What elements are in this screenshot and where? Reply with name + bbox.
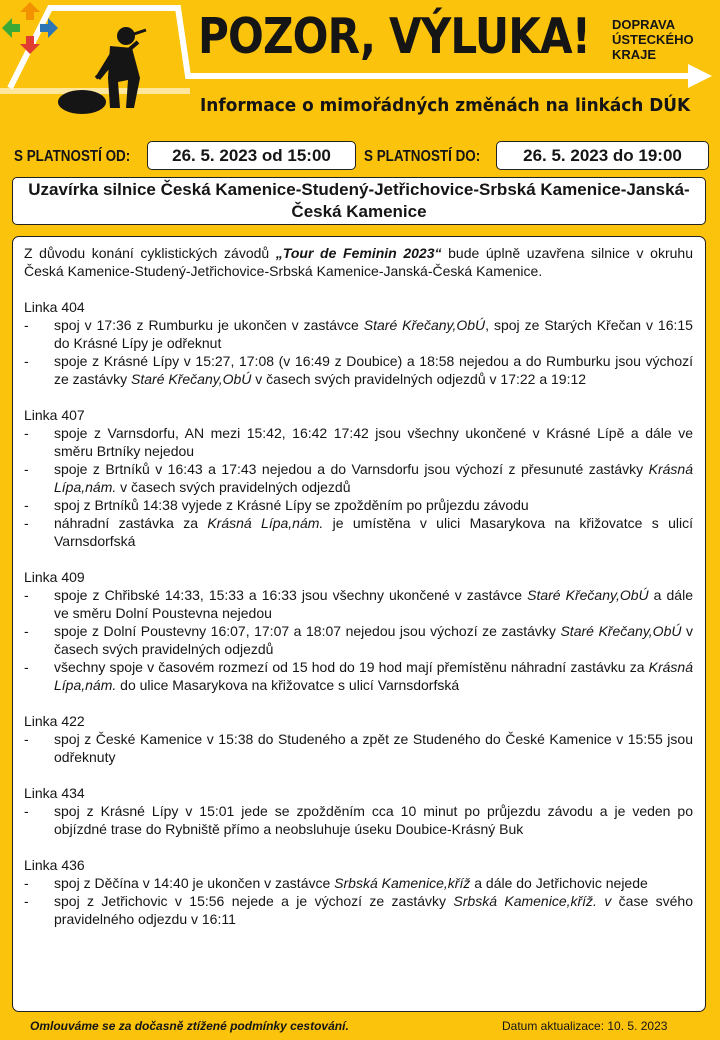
stop-name: Srbská Kamenice,kříž. v: [453, 893, 612, 909]
page-title: POZOR, VÝLUKA!: [198, 8, 591, 65]
bullet-dash: -: [24, 623, 29, 639]
bullet-dash: -: [24, 317, 29, 333]
list-item: [24, 658, 693, 694]
line-section: [24, 712, 693, 766]
list-item: [24, 496, 693, 514]
bullet-dash: -: [24, 587, 29, 603]
line-label: Linka 422: [24, 713, 85, 729]
footer-apology: Omlouváme se za dočasně ztížené podmínky cestování.: [30, 1019, 349, 1033]
intro-paragraph: [24, 244, 693, 280]
line-section: [24, 406, 693, 550]
notice-content: [12, 236, 706, 1012]
line-section: [24, 784, 693, 838]
footer-update-date: Datum aktualizace: 10. 5. 2023: [502, 1019, 668, 1033]
item-text: spoje z Dolní Poustevny 16:07, 17:07 a 18:07 nejedou jsou výchozí ze zastávky: [54, 623, 561, 639]
arrow-head: [688, 64, 712, 88]
line-section: [24, 856, 693, 928]
stop-name: Staré Křečany,ObÚ: [363, 317, 486, 333]
change-list: [24, 730, 693, 766]
change-list: [24, 424, 693, 550]
list-item: [24, 352, 693, 388]
brand-line: DOPRAVA: [612, 17, 676, 32]
line-label: Linka 407: [24, 407, 85, 423]
bullet-dash: -: [24, 461, 29, 477]
line-label: Linka 434: [24, 785, 85, 801]
line-label: Linka 436: [24, 857, 85, 873]
list-item: [24, 460, 693, 496]
bullet-dash: -: [24, 515, 29, 531]
stop-name: Srbská Kamenice,kříž: [334, 875, 471, 891]
item-text: spoj z České Kamenice v 15:38 do Studeného a zpět ze Studeného do České Kamenice v 15:55 jsou odřeknuty: [54, 731, 693, 765]
item-text: v časech svých pravidelných odjezdů v 17:22 a 19:12: [251, 371, 587, 387]
stop-name: Staré Křečany,ObÚ: [131, 371, 252, 387]
intro-text: Z důvodu konání cyklistických závodů: [24, 245, 276, 261]
line-section: [24, 568, 693, 694]
item-text: spoj z Brtníků 14:38 vyjede z Krásné Lípy se zpožděním po průjezdu závodu: [54, 497, 529, 513]
list-item: [24, 586, 693, 622]
item-text: , spoj ze Starých Křečan v 16:15 do Krásné Lípy je odřeknut: [54, 317, 693, 351]
line-sections: [24, 298, 693, 928]
list-item: [24, 316, 693, 352]
list-item: [24, 730, 693, 766]
bullet-dash: -: [24, 893, 29, 909]
valid-from-value: 26. 5. 2023 od 15:00: [147, 141, 356, 170]
bullet-dash: -: [24, 875, 29, 891]
stop-name: Staré Křečany,ObÚ: [560, 623, 682, 639]
brand-name: [612, 17, 694, 62]
item-text: do ulice Masarykova na křižovatce s ulicí Varnsdorfská: [116, 677, 460, 693]
stop-name: Staré Křečany,ObÚ: [527, 587, 649, 603]
item-text: spoj v 17:36 z Rumburku je ukončen v zastávce: [54, 317, 364, 333]
item-text: čase svého pravidelného odjezdu v 16:11: [54, 893, 693, 927]
item-text: všechny spoje v časovém rozmezí od 15 hod do 19 hod mají přemístěnu náhradní zastávku za: [54, 659, 649, 675]
change-list: [24, 874, 693, 928]
item-text: spoje z Krásné Lípy v 15:27, 17:08 (v 16:49 z Doubice) a 18:58 nejedou a do Rumburku jsou výchozí ze zastávky: [54, 353, 693, 387]
valid-to-value: 26. 5. 2023 do 19:00: [496, 141, 709, 170]
bullet-dash: -: [24, 425, 29, 441]
closure-title: Uzavírka silnice Česká Kamenice-Studený-Jetřichovice-Srbská Kamenice-Janská-Česká Kamenice: [12, 177, 706, 225]
intro-text: bude úplně uzavřena silnice v okruhu Česká Kamenice-Studený-Jetřichovice-Srbská Kamenice-Janská-Česká Kamenice.: [24, 245, 693, 279]
item-text: v časech svých pravidelných odjezdů: [54, 623, 694, 657]
header: [0, 0, 720, 135]
change-list: [24, 802, 693, 838]
item-text: spoje z Brtníků v 16:43 a 17:43 nejedou a do Varnsdorfu jsou výchozí z přesunuté zastávky: [54, 461, 649, 477]
bullet-dash: -: [24, 497, 29, 513]
construction-worker-icon: [58, 27, 146, 114]
line-label: Linka 404: [24, 299, 85, 315]
item-text: spoje z Varnsdorfu, AN mezi 15:42, 16:42 17:42 jsou všechny ukončené v Krásné Lípě a dále ve směru Brtníky nejedou: [54, 425, 693, 459]
bullet-dash: -: [24, 659, 29, 675]
list-item: [24, 874, 693, 892]
item-text: spoj z Děčína v 14:40 je ukončen v zastávce: [54, 875, 335, 891]
list-item: [24, 892, 693, 928]
item-text: spoje z Chřibské 14:33, 15:33 a 16:33 jsou všechny ukončené v zastávce: [54, 587, 528, 603]
list-item: [24, 424, 693, 460]
item-text: spoj z Krásné Lípy v 15:01 jede se zpožděním cca 10 minut po průjezdu závodu a je veden po objízdné trase do Rybniště přímo a neobsluhuje úseku Doubice-Krásný Buk: [54, 803, 693, 837]
bullet-dash: -: [24, 803, 29, 819]
change-list: [24, 316, 693, 388]
valid-to-label: S PLATNOSTÍ DO:: [364, 148, 481, 165]
bullet-dash: -: [24, 353, 29, 369]
item-text: a dále do Jetřichovic nejede: [470, 875, 648, 891]
valid-from-label: S PLATNOSTÍ OD:: [14, 148, 131, 165]
stop-name: Krásná Lípa,nám.: [54, 659, 693, 693]
stop-name: Krásná Lípa,nám.: [207, 515, 324, 531]
brand-line: ÚSTECKÉHO: [612, 32, 694, 47]
list-item: [24, 802, 693, 838]
list-item: [24, 622, 693, 658]
duk-logo-icon: [0, 0, 60, 56]
line-section: [24, 298, 693, 388]
change-list: [24, 586, 693, 694]
event-name: „Tour de Feminin 2023“: [275, 245, 442, 261]
list-item: [24, 514, 693, 550]
item-text: a dále ve směru Dolní Poustevna nejedou: [54, 587, 693, 621]
item-text: je umístěna v ulici Masarykova na křižovatce s ulicí Varnsdorfská: [54, 515, 693, 549]
item-text: náhradní zastávka za: [54, 515, 208, 531]
page-subtitle: Informace o mimořádných změnách na linkách DÚK: [200, 95, 691, 116]
line-label: Linka 409: [24, 569, 85, 585]
brand-line: KRAJE: [612, 47, 657, 62]
item-text: v časech svých pravidelných odjezdů: [116, 479, 351, 495]
item-text: spoj z Jetřichovic v 15:56 nejede a je výchozí ze zastávky: [54, 893, 454, 909]
stop-name: Krásná Lípa,nám.: [54, 461, 693, 495]
bullet-dash: -: [24, 731, 29, 747]
